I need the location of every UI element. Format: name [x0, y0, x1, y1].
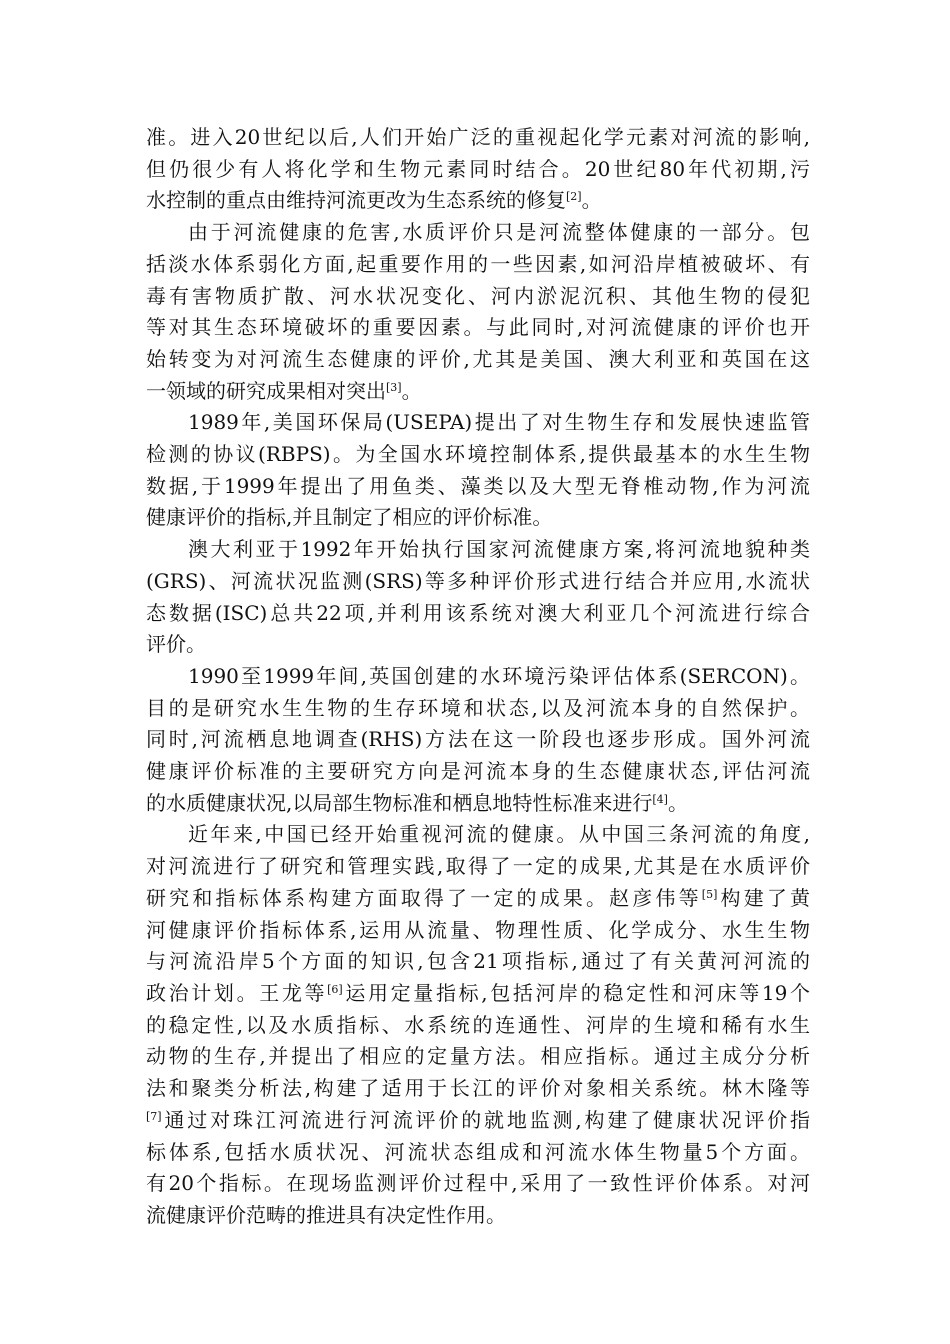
text-segment: 。	[401, 378, 422, 403]
paragraph-first-line	[146, 819, 810, 851]
paragraph-first-line	[146, 407, 810, 439]
text-line	[146, 281, 810, 313]
text-line	[146, 566, 810, 598]
text-segment: 同时,河流栖息地调查(RHS)方法在这一阶段也逐步形成。国外河流	[146, 727, 810, 752]
text-line	[146, 693, 810, 725]
text-segment: 健康评价的指标,并且制定了相应的评价标准。	[146, 505, 553, 530]
text-line	[146, 439, 810, 471]
text-line	[146, 1137, 810, 1169]
paragraph-first-line	[146, 217, 810, 249]
text-line	[146, 788, 810, 820]
text-segment: 准。进入20世纪以后,人们开始广泛的重视起化学元素对河流的影响,	[146, 125, 810, 149]
text-segment: 等对其生态环境破坏的重要因素。与此同时,对河流健康的评价也开	[146, 315, 810, 340]
citation-marker: [7]	[146, 1109, 162, 1123]
text-line	[146, 471, 810, 503]
text-line	[146, 185, 810, 217]
text-segment: 对河流进行了研究和管理实践,取得了一定的成果,尤其是在水质评价	[146, 854, 810, 879]
text-line	[146, 1073, 810, 1105]
citation-marker: [4]	[652, 792, 668, 806]
text-segment: 动物的生存,并提出了相应的定量方法。相应指标。通过主成分分析	[146, 1044, 810, 1069]
text-segment: 澳大利亚于1992年开始执行国家河流健康方案,将河流地貌种类	[188, 537, 810, 562]
text-segment: 有20个指标。在现场监测评价过程中,采用了一致性评价体系。对河	[146, 1171, 810, 1196]
text-segment: 的稳定性,以及水质指标、水系统的连通性、河岸的生境和稀有水生	[146, 1012, 810, 1037]
text-line	[146, 851, 810, 883]
text-line	[146, 1010, 810, 1042]
body-text	[146, 122, 810, 1232]
text-line	[146, 978, 810, 1010]
text-segment: 流健康评价范畴的推进具有决定性作用。	[146, 1202, 506, 1227]
text-line	[146, 1105, 810, 1137]
text-line	[146, 312, 810, 344]
text-segment: 数据,于1999年提出了用鱼类、藻类以及大型无脊椎动物,作为河流	[146, 473, 810, 498]
text-segment: 1989年,美国环保局(USEPA)提出了对生物生存和发展快速监管	[188, 410, 810, 435]
text-segment: 近年来,中国已经开始重视河流的健康。从中国三条河流的角度,	[188, 822, 810, 847]
text-line	[146, 1168, 810, 1200]
text-segment: 毒有害物质扩散、河水状况变化、河内淤泥沉积、其他生物的侵犯	[146, 283, 810, 308]
text-line	[146, 629, 810, 661]
text-line	[146, 1041, 810, 1073]
text-segment: 一领域的研究成果相对突出	[146, 378, 386, 403]
text-segment: 始转变为对河流生态健康的评价,尤其是美国、澳大利亚和英国在这	[146, 346, 810, 371]
text-line	[146, 122, 810, 154]
text-segment: 由于河流健康的危害,水质评价只是河流整体健康的一部分。包	[188, 220, 810, 245]
text-line	[146, 344, 810, 376]
text-segment: 水控制的重点由维持河流更改为生态系统的修复	[146, 188, 566, 213]
text-line	[146, 724, 810, 756]
citation-marker: [3]	[386, 380, 402, 394]
text-line	[146, 946, 810, 978]
text-line	[146, 756, 810, 788]
text-segment: 河健康评价指标体系,运用从流量、物理性质、化学成分、水生生物	[146, 917, 810, 942]
text-segment: 的水质健康状况,以局部生物标准和栖息地特性标准来进行	[146, 790, 653, 815]
text-segment: 健康评价标准的主要研究方向是河流本身的生态健康状态,评估河流	[146, 759, 810, 784]
text-segment: (GRS)、河流状况监测(SRS)等多种评价形式进行结合并应用,水流状	[146, 568, 810, 593]
text-segment: 研究和指标体系构建方面取得了一定的成果。赵彦伟等	[146, 885, 702, 910]
text-segment: 政治计划。王龙等	[146, 980, 328, 1005]
text-line	[146, 502, 810, 534]
text-line	[146, 598, 810, 630]
text-line	[146, 915, 810, 947]
text-segment: 括淡水体系弱化方面,起重要作用的一些因素,如河沿岸植被破坏、有	[146, 251, 810, 276]
text-segment: 态数据(ISC)总共22项,并利用该系统对澳大利亚几个河流进行综合	[146, 600, 810, 625]
text-segment: 标体系,包括水质状况、河流状态组成和河流水体生物量5个方面。	[146, 1139, 810, 1164]
text-segment: 法和聚类分析法,构建了适用于长江的评价对象相关系统。林木隆等	[146, 1076, 810, 1101]
text-line	[146, 376, 810, 408]
citation-marker: [5]	[701, 887, 718, 901]
text-line	[146, 154, 810, 186]
text-segment: 。	[581, 188, 602, 213]
text-segment: 评价。	[146, 632, 206, 657]
text-segment: 。	[667, 790, 688, 815]
text-segment: 目的是研究水生生物的生存环境和状态,以及河流本身的自然保护。	[146, 695, 810, 720]
citation-marker: [2]	[566, 190, 582, 204]
citation-marker: [6]	[327, 982, 343, 996]
text-segment: 运用定量指标,包括河岸的稳定性和河床等19个	[342, 980, 811, 1005]
text-segment: 通过对珠江河流进行河流评价的就地监测,构建了健康状况评价指	[161, 1107, 810, 1132]
paragraph-first-line	[146, 534, 810, 566]
text-line	[146, 1200, 810, 1232]
text-line	[146, 883, 810, 915]
text-segment: 1990至1999年间,英国创建的水环境污染评估体系(SERCON)。	[188, 663, 810, 688]
paragraph-first-line	[146, 661, 810, 693]
text-segment: 但仍很少有人将化学和生物元素同时结合。20世纪80年代初期,污	[146, 156, 810, 181]
text-line	[146, 249, 810, 281]
text-segment: 与河流沿岸5个方面的知识,包含21项指标,通过了有关黄河河流的	[146, 949, 810, 974]
text-segment: 构建了黄	[717, 885, 811, 910]
text-segment: 检测的协议(RBPS)。为全国水环境控制体系,提供最基本的水生生物	[146, 442, 810, 467]
